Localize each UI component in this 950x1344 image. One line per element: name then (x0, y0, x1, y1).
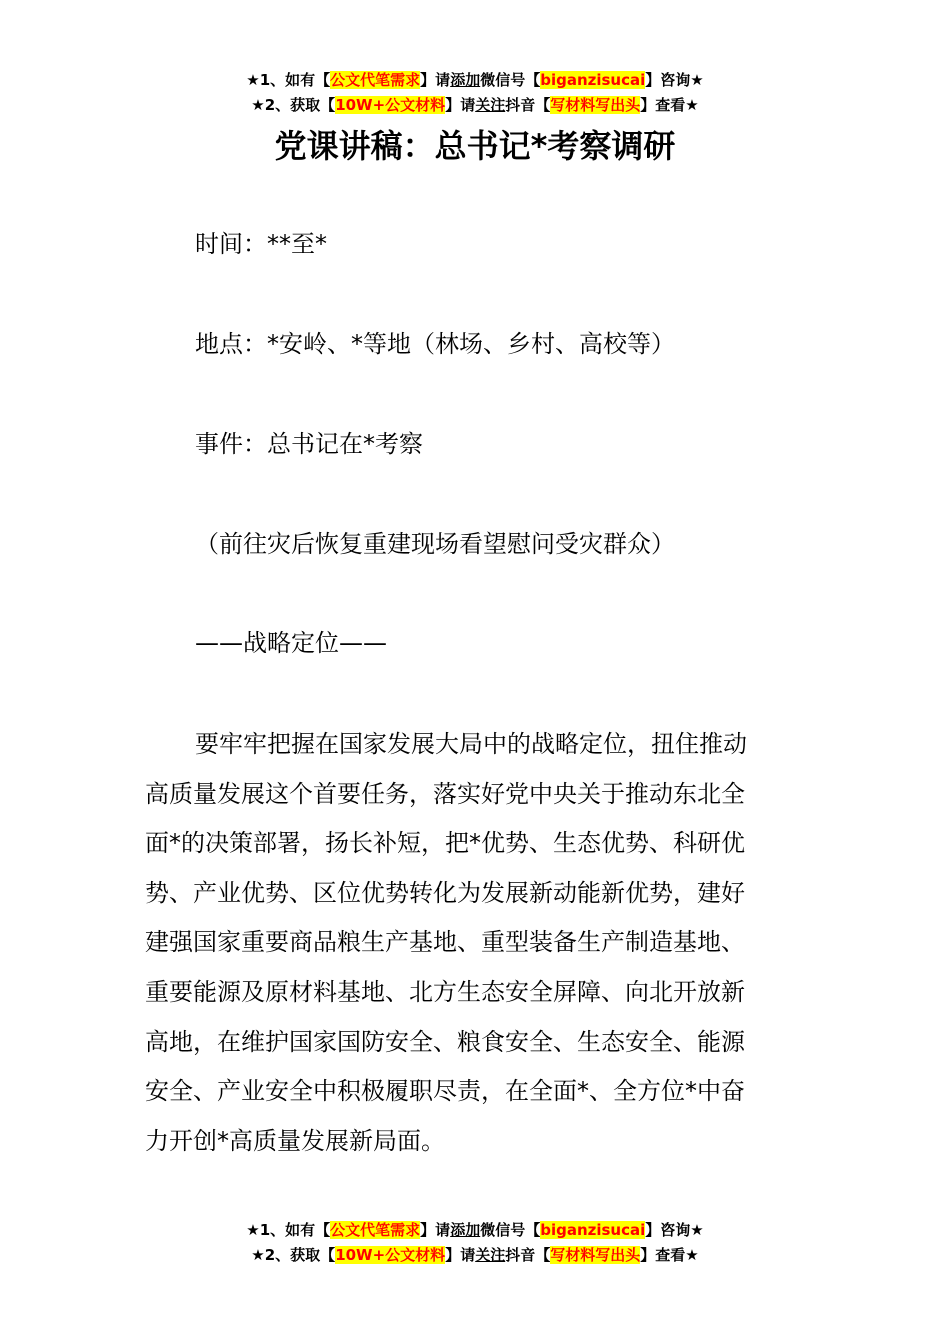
body-line: 势、产业优势、区位优势转化为发展新动能新优势，建好 (145, 878, 745, 907)
highlight-service: 公文代笔需求 (330, 71, 421, 89)
body-paragraph (145, 720, 807, 1166)
body-line: 建强国家重要商品粮生产基地、重型装备生产制造基地、 (145, 928, 745, 957)
body-line: 高质量发展这个首要任务，落实好党中央关于推动东北全 (145, 779, 745, 808)
header-banner (0, 68, 950, 118)
body-line: 要牢牢把握在国家发展大局中的战略定位，扭住推动 (195, 730, 747, 758)
location-line: 地点：*安岭、*等地（林场、乡村、高校等） (195, 330, 675, 358)
banner-line-2: ★2、获取【10W+公文材料】请关注抖音【写材料写出头】查看★ (251, 1246, 699, 1264)
body-line: 重要能源及原材料基地、北方生态安全屏障、向北开放新 (145, 977, 745, 1006)
highlight-douyin-id: 写材料写出头 (550, 96, 641, 114)
highlight-materials: 10W+公文材料 (335, 1246, 446, 1264)
banner-line-2: ★2、获取【10W+公文材料】请关注抖音【写材料写出头】查看★ (251, 96, 699, 114)
highlight-douyin-id: 写材料写出头 (550, 1246, 641, 1264)
highlight-service: 公文代笔需求 (330, 1221, 421, 1239)
body-line: 安全、产业安全中积极履职尽责，在全面*、全方位*中奋 (145, 1077, 745, 1106)
footer-banner (0, 1218, 950, 1268)
highlight-wechat-id: biganzisucai (540, 71, 646, 89)
note-line: （前往灾后恢复重建现场看望慰问受灾群众） (195, 530, 675, 558)
section-heading: ——战略定位—— (195, 629, 387, 657)
banner-line-1: ★1、如有【公文代笔需求】请添加微信号【biganzisucai】咨询★ (246, 1221, 704, 1239)
highlight-materials: 10W+公文材料 (335, 96, 446, 114)
body-line: 力开创*高质量发展新局面。 (145, 1126, 445, 1155)
body-line: 高地，在维护国家国防安全、粮食安全、生态安全、能源 (145, 1027, 745, 1056)
time-line: 时间：**至* (195, 230, 327, 258)
body-line: 面*的决策部署，扬长补短，把*优势、生态优势、科研优 (145, 829, 745, 858)
banner-line-1: ★1、如有【公文代笔需求】请添加微信号【biganzisucai】咨询★ (246, 71, 704, 89)
event-line: 事件：总书记在*考察 (195, 430, 423, 458)
highlight-wechat-id: biganzisucai (540, 1221, 646, 1239)
document-title: 党课讲稿：总书记*考察调研 (274, 127, 676, 165)
